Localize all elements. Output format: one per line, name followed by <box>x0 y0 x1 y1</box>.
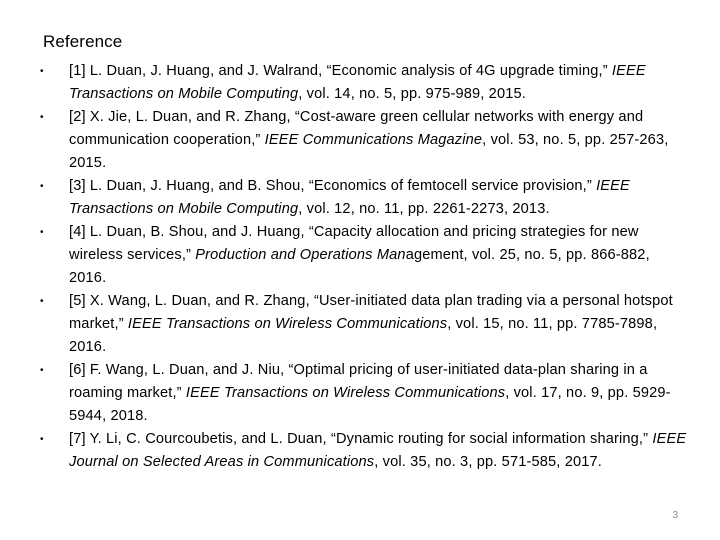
bullet-icon: • <box>40 181 44 192</box>
reference-venue: IEEE Communications Magazine <box>264 132 483 148</box>
reference-item-2 <box>40 106 690 175</box>
reference-citation: [5] X. Wang, L. Duan, and R. Zhang, “User-initiated data plan trading via a personal hotspot market,” <box>69 293 673 332</box>
reference-citation: [3] L. Duan, J. Huang, and B. Shou, “Economics of femtocell service provision,” <box>69 178 597 194</box>
reference-venue: IEEE Journal on Selected Areas in Communications <box>69 431 687 470</box>
reference-text <box>69 63 646 102</box>
reference-item-5 <box>40 290 690 359</box>
reference-text <box>69 224 650 286</box>
reference-details: , vol. 53, no. 5, pp. 257-263, 2015. <box>69 132 669 171</box>
reference-text <box>69 293 673 355</box>
reference-item-4 <box>40 221 690 290</box>
reference-details: , vol. 12, no. 11, pp. 2261-2273, 2013. <box>298 201 550 217</box>
reference-item-1 <box>40 60 690 106</box>
reference-venue: IEEE Transactions on Wireless Communications <box>185 385 506 401</box>
reference-citation: [2] X. Jie, L. Duan, and R. Zhang, “Cost-aware green cellular networks with energy and communication cooperation,” <box>69 109 644 148</box>
bullet-icon: • <box>40 66 44 77</box>
reference-text <box>69 109 668 171</box>
bullet-icon: • <box>40 112 44 123</box>
reference-item-6 <box>40 359 690 428</box>
reference-item-3 <box>40 175 690 221</box>
reference-text <box>69 362 671 424</box>
reference-citation: [7] Y. Li, C. Courcoubetis, and L. Duan, “Dynamic routing for social information sharing,” <box>69 431 653 447</box>
reference-venue: IEEE Transactions on Mobile Computing <box>69 63 646 102</box>
reference-venue: Production and Operations Man <box>195 247 406 263</box>
reference-list <box>40 60 690 474</box>
bullet-icon: • <box>40 296 44 307</box>
reference-venue: IEEE Transactions on Wireless Communications <box>127 316 448 332</box>
reference-details: , vol. 14, no. 5, pp. 975-989, 2015. <box>298 86 526 102</box>
bullet-icon: • <box>40 434 44 445</box>
reference-citation: [4] L. Duan, B. Shou, and J. Huang, “Capacity allocation and pricing strategies for new wireless services,” <box>69 224 639 263</box>
reference-citation: [6] F. Wang, L. Duan, and J. Niu, “Optimal pricing of user-initiated data-plan sharing in a roaming market,” <box>69 362 648 401</box>
reference-text <box>69 431 686 470</box>
reference-details: agement, vol. 25, no. 5, pp. 866-882, 2016. <box>69 247 650 286</box>
reference-citation: [1] L. Duan, J. Huang, and J. Walrand, “Economic analysis of 4G upgrade timing,” <box>69 63 612 79</box>
reference-text <box>69 178 630 217</box>
bullet-icon: • <box>40 365 44 376</box>
reference-item-7 <box>40 428 690 474</box>
page-number: 3 <box>672 510 678 521</box>
reference-details: , vol. 15, no. 11, pp. 7785-7898, 2016. <box>69 316 658 355</box>
slide-title: Reference <box>43 32 123 51</box>
bullet-icon: • <box>40 227 44 238</box>
reference-venue: IEEE Transactions on Mobile Computing <box>69 178 630 217</box>
reference-details: , vol. 35, no. 3, pp. 571-585, 2017. <box>374 454 602 470</box>
reference-details: , vol. 17, no. 9, pp. 5929-5944, 2018. <box>69 385 671 424</box>
